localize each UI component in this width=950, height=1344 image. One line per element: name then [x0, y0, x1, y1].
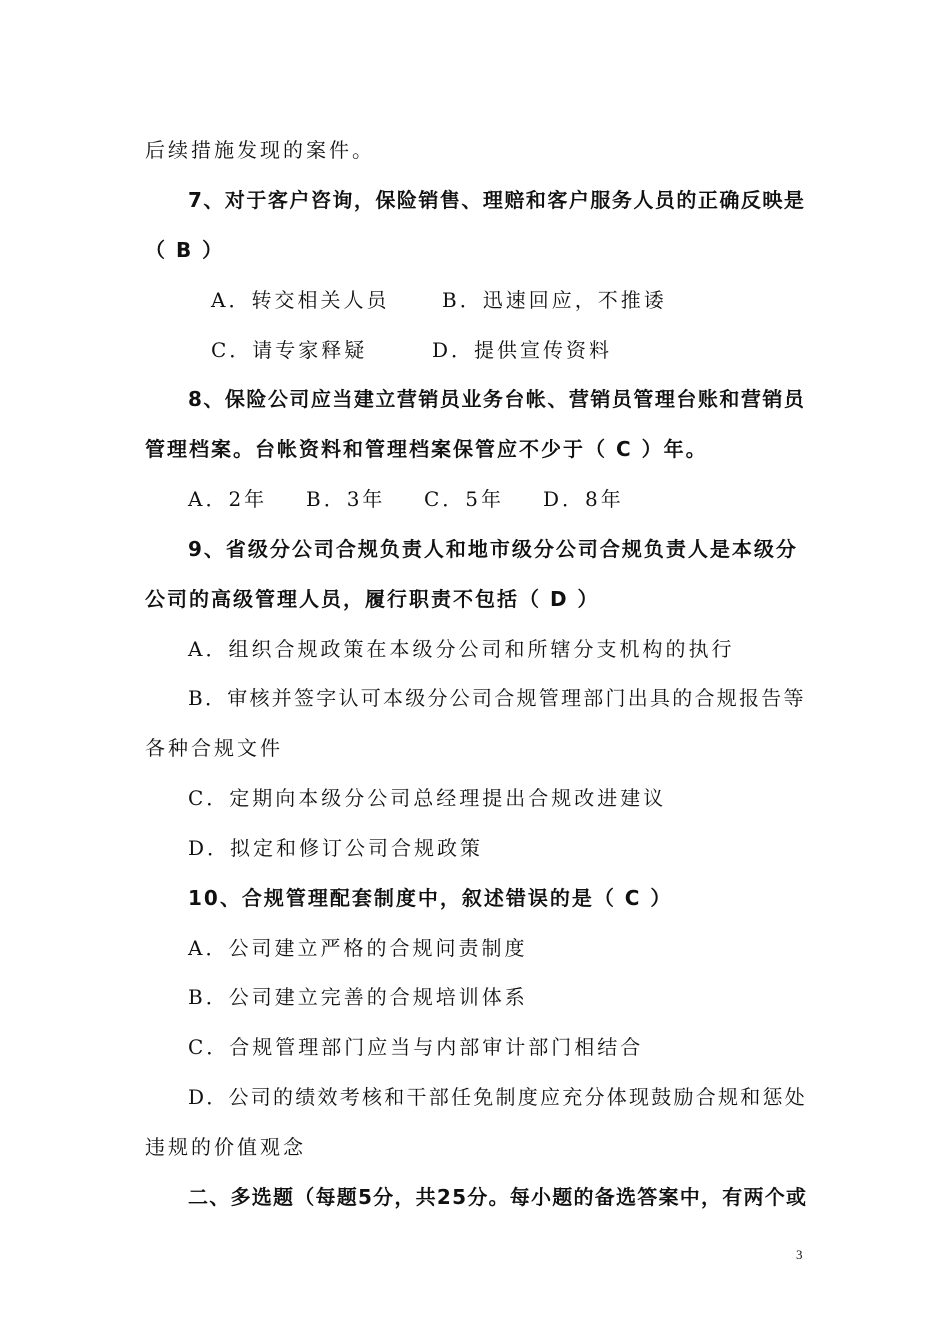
q9-option-b-line1: B．审核并签字认可本级分公司合规管理部门出具的合规报告等: [188, 686, 806, 710]
q9-stem-line2: 公司的高级管理人员，履行职责不包括（ D ）: [145, 587, 600, 611]
q9-stem-line1: 9、省级分公司合规负责人和地市级分公司合规负责人是本级分: [188, 537, 798, 561]
q8-stem-line1: 8、保险公司应当建立营销员业务台帐、营销员管理台账和营销员: [188, 387, 806, 411]
section2-heading: 二、多选题（每题5分，共25分。每小题的备选答案中，有两个或: [188, 1185, 808, 1209]
q10-option-b: B．公司建立完善的合规培训体系: [188, 985, 528, 1009]
q7-stem-line1: 7、对于客户咨询，保险销售、理赔和客户服务人员的正确反映是: [188, 188, 806, 212]
q7-option-c: C．请专家释疑: [211, 338, 368, 362]
q10-stem: 10、合规管理配套制度中，叙述错误的是（ C ）: [188, 886, 673, 910]
q7-answer: （ B ）: [145, 238, 225, 262]
q10-option-d-line2: 违规的价值观念: [145, 1135, 306, 1159]
q7-option-b: B．迅速回应，不推诿: [442, 288, 667, 312]
q8-stem-line2: 管理档案。台帐资料和管理档案保管应不少于（ C ）年。: [145, 437, 708, 461]
q9-option-d: D．拟定和修订公司合规政策: [188, 836, 484, 860]
q8-option-c: C．5年: [424, 487, 505, 511]
q10-option-c: C．合规管理部门应当与内部审计部门相结合: [188, 1035, 644, 1059]
page-number: 3: [796, 1247, 803, 1262]
intro-tail: 后续措施发现的案件。: [145, 138, 375, 162]
q8-option-b: B．3年: [306, 487, 386, 511]
q9-option-c: C．定期向本级分公司总经理提出合规改进建议: [188, 786, 667, 810]
q8-option-a: A．2年: [188, 487, 268, 511]
q8-option-d: D．8年: [543, 487, 624, 511]
q7-option-a: A．转交相关人员: [211, 288, 390, 312]
q9-option-a: A．组织合规政策在本级分公司和所辖分支机构的执行: [188, 637, 735, 661]
q7-option-d: D．提供宣传资料: [432, 338, 613, 362]
q10-option-d-line1: D．公司的绩效考核和干部任免制度应充分体现鼓励合规和惩处: [188, 1085, 808, 1109]
q10-option-a: A．公司建立严格的合规问责制度: [188, 936, 528, 960]
q9-option-b-line2: 各种合规文件: [145, 736, 283, 760]
